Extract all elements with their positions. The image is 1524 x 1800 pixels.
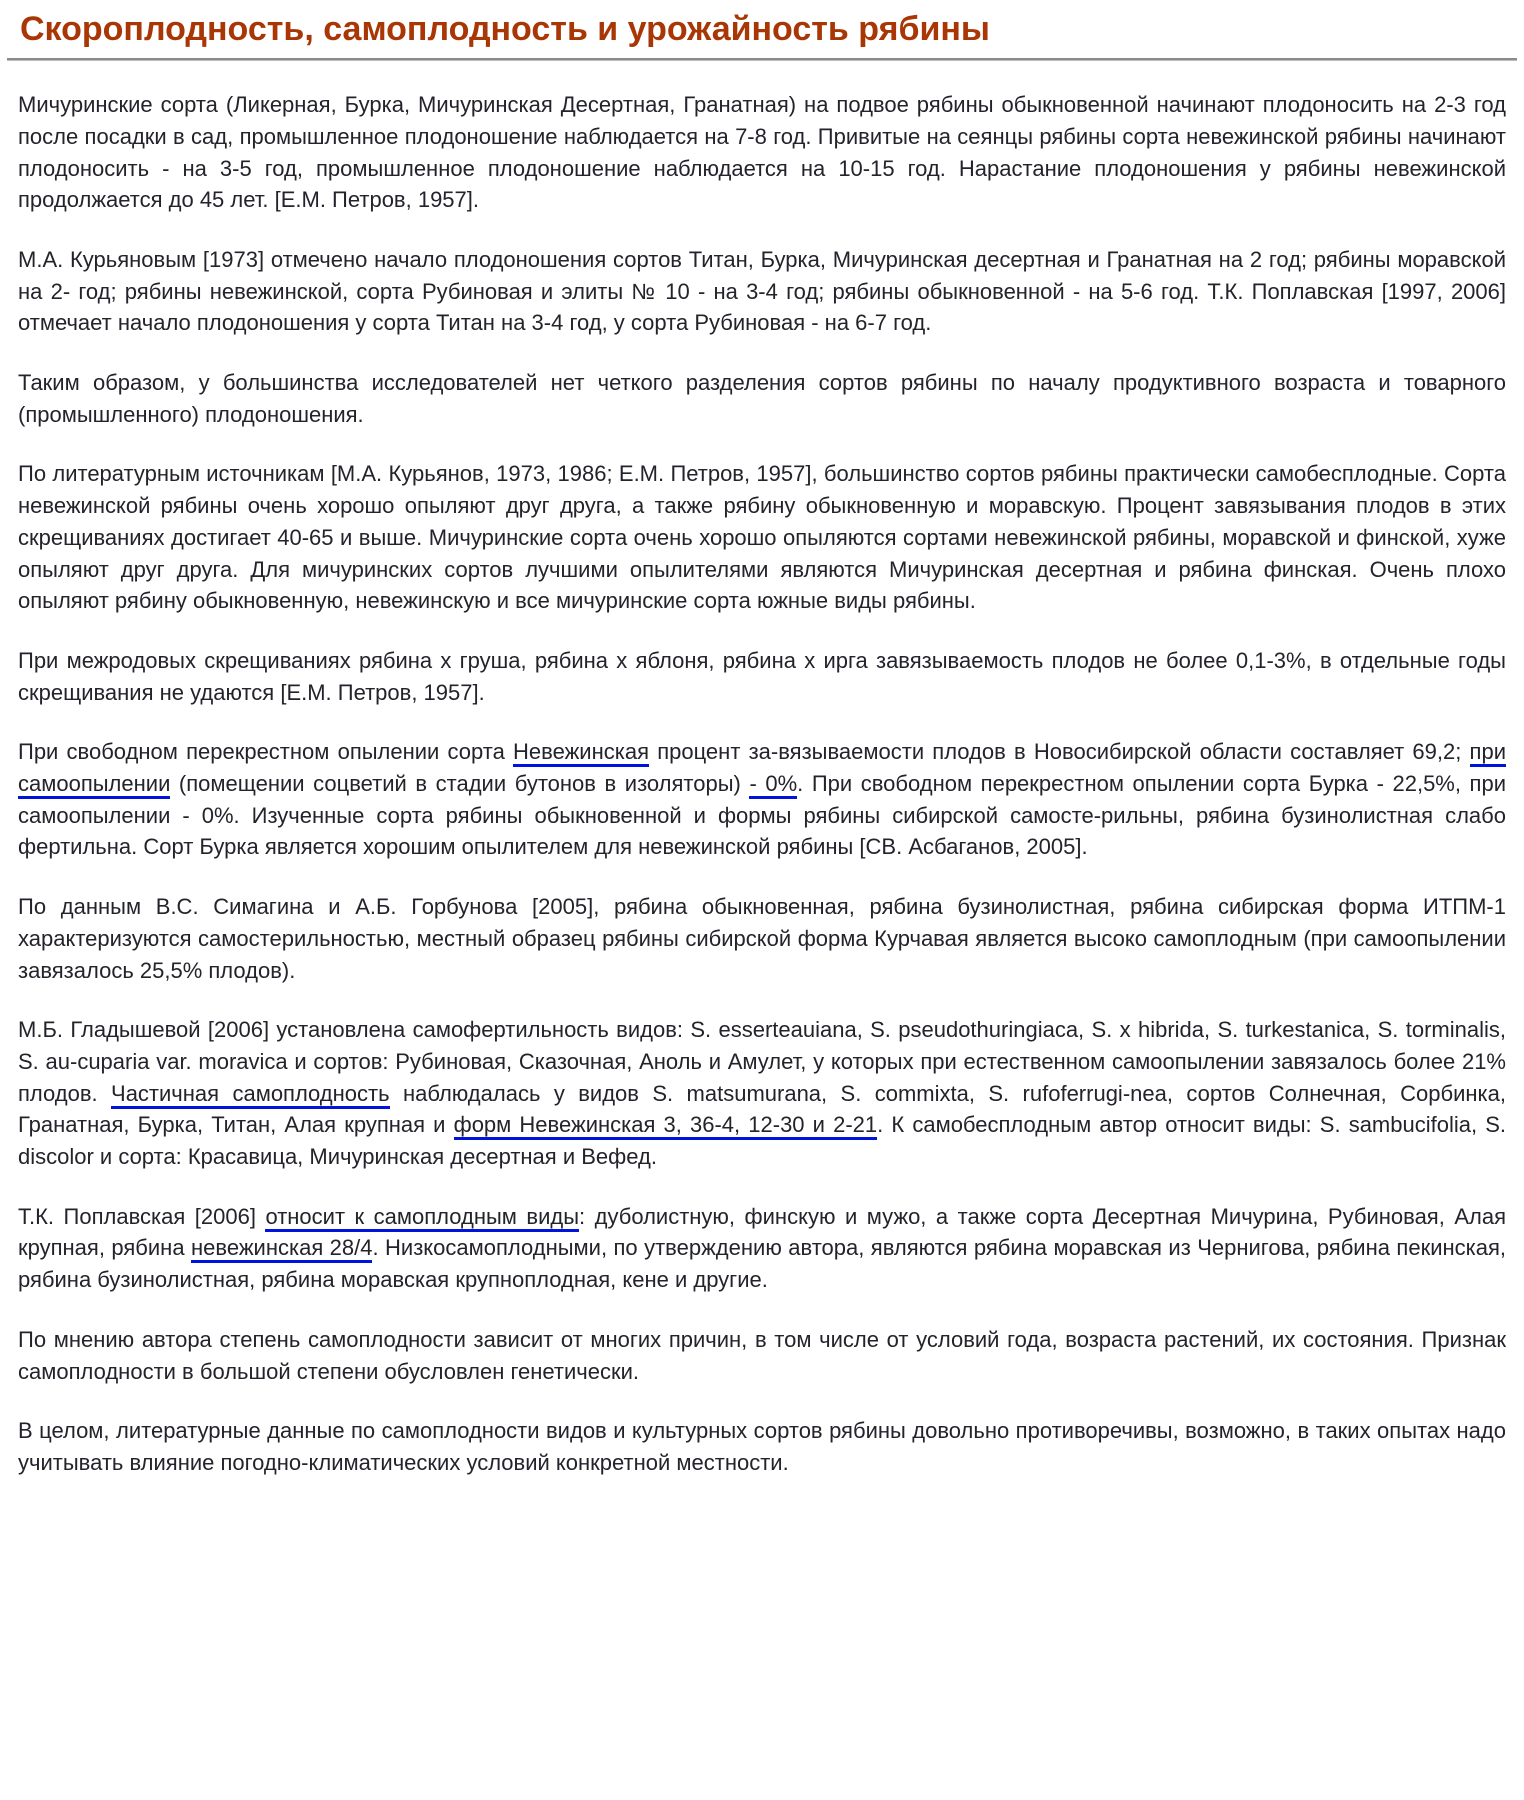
text-segment: Т.К. Поплавская [2006] (18, 1203, 266, 1229)
text-segment: . При свободном перекрестном опылении сорта Бурка - 22,5%, при самоопылении - 0%. Изученные сорта рябины обыкновенной и формы рябины сибирской самосте-рильны, рябина бузинолистная слабо фертильна. Сорт Бурка является хорошим опылителем для невежинской рябины [СВ. Асбаганов, 2005]. (18, 771, 1506, 860)
text-segment: При межродовых скрещиваниях рябина х груша, рябина х яблоня, рябина х ирга завязываемость плодов не более 0,1-3%, в отдельные годы скрещивания не удаются [Е.М. Петров, 1957]. (18, 647, 1506, 705)
text-segment: М.А. Курьяновым [1973] отмечено начало плодоношения сортов Титан, Бурка, Мичуринская десертная и Гранатная на 2 год; рябины моравской на 2- год; рябины невежинской, сорта Рубиновая и элиты № 10 - на 3-4 год; рябины обыкновенной - на 5-6 год. Т.К. Поплавская [1997, 2006] отмечает начало плодоношения у сорта Титан на 3-4 год, у сорта Рубиновая - на 6-7 год. (18, 246, 1506, 336)
paragraph (18, 367, 1506, 430)
page-title: Скороплодность, самоплодность и урожайность рябины (20, 10, 990, 48)
underlined-term[interactable]: невежинская 28/4 (191, 1235, 372, 1263)
underlined-term[interactable]: относит к самоплодным виды (265, 1204, 579, 1232)
underlined-term[interactable]: Невежинская (513, 739, 649, 767)
text-segment: . К самобесплодным автор относит виды: S. sambucifolia, S. discolor и сорта: Красавица, Мичуринская десертная и Вефед. (18, 1112, 1507, 1170)
text-segment: В целом, литературные данные по самоплодности видов и культурных сортов рябины довольно противоречивы, возможно, в таких опытах надо учитывать влияние погодно-климатических условий конкретной местности. (18, 1418, 1506, 1475)
text-segment: Мичуринские сорта (Ликерная, Бурка, Мичуринская Десертная, Гранатная) на подвое рябины обыкновенной начинают плодоносить на 2-3 год после посадки в сад, промышленное плодоношение наблюдается на 7-8 год. Привитые на сеянцы рябины сорта невежинской рябины начинают плодоносить - на 3-5 год, промышленное плодоношение наблюдается на 10-15 год. Нарастание плодоношения у рябины невежинской продолжается до 45 лет. [Е.М. Петров, 1957]. (18, 92, 1506, 213)
text-segment: наблюдалась у видов S. matsumurana, S. commixta, S. rufoferrugi-nea, сортов Солнечная, Сорбинка, Гранатная, Бурка, Титан, Алая крупная и (18, 1080, 1506, 1138)
text-segment: М.Б. Гладышевой [2006] установлена самофертильность видов: S. esserteauiana, S. pseudothuringiaca, S. x hibrida, S. turkestanica, S. torminalis, S. au-cuparia var. moravica и сортов: Рубиновая, Сказочная, Аноль и Амулет, у которых при естественном самоопылении завязалось более 21% плодов. (18, 1017, 1506, 1106)
text-segment: По данным В.С. Симагина и А.Б. Горбунова [2005], рябина обыкновенная, рябина бузинолистная, рябина сибирская форма ИТПМ-1 характеризуются самостерильностью, местный образец рябины сибирской форма Курчавая является высоко самоплодным (при самоопылении завязалось 25,5% плодов). (18, 894, 1506, 983)
text-segment: : дуболистную, финскую и мужо, а также сорта Десертная Мичурина, Рубиновая, Алая крупная, рябина (18, 1203, 1506, 1261)
paragraph (18, 891, 1506, 986)
text-segment: процент за-вязываемости плодов в Новосибирской области составляет 69,2; (649, 739, 1470, 765)
underlined-term[interactable]: при самоопылении (18, 739, 1506, 799)
article-body (18, 89, 1506, 1479)
underlined-term[interactable]: - 0% (749, 771, 797, 799)
paragraph (18, 244, 1506, 339)
paragraph (18, 458, 1506, 617)
paragraph (18, 1014, 1506, 1173)
text-segment: . Низкосамоплодными, по утверждению автора, являются рябина моравская из Чернигова, рябина пекинская, рябина бузинолистная, рябина моравская крупноплодная, кене и другие. (18, 1235, 1506, 1293)
text-segment: (помещении соцветий в стадии бутонов в изоляторы) (170, 771, 750, 797)
paragraph (18, 1415, 1506, 1478)
paragraph (18, 1324, 1506, 1387)
underlined-term[interactable]: форм Невежинская 3, 36-4, 12-30 и 2-21 (454, 1112, 878, 1140)
underlined-term[interactable]: Частичная самоплодность (111, 1081, 390, 1109)
text-segment: По литературным источникам [М.А. Курьянов, 1973, 1986; Е.М. Петров, 1957], большинство сортов рябины практически самобесплодные. Сорта невежинской рябины очень хорошо опыляют друг друга, а также рябину обыкновенную и моравскую. Процент завязывания плодов в этих скрещиваниях достигает 40-65 и выше. Мичуринские сорта очень хорошо опыляются сортами невежинской рябины, моравской и финской, хуже опыляют друг друга. Для мичуринских сортов лучшими опылителями являются Мичуринская десертная и рябина финская. Очень плохо опыляют рябину обыкновенную, невежинскую и все мичуринские сорта южные виды рябины. (18, 461, 1506, 614)
text-segment: Таким образом, у большинства исследователей нет четкого разделения сортов рябины по началу продуктивного возраста и товарного (промышленного) плодоношения. (18, 370, 1506, 427)
text-segment: По мнению автора степень самоплодности зависит от многих причин, в том числе от условий года, возраста растений, их состояния. Признак самоплодности в большой степени обусловлен генетически. (18, 1326, 1506, 1384)
title-divider (7, 58, 1517, 61)
text-segment: При свободном перекрестном опылении сорта (18, 739, 514, 765)
paragraph (18, 736, 1506, 863)
paragraph (18, 1201, 1506, 1296)
paragraph (18, 89, 1506, 216)
paragraph (18, 645, 1506, 708)
